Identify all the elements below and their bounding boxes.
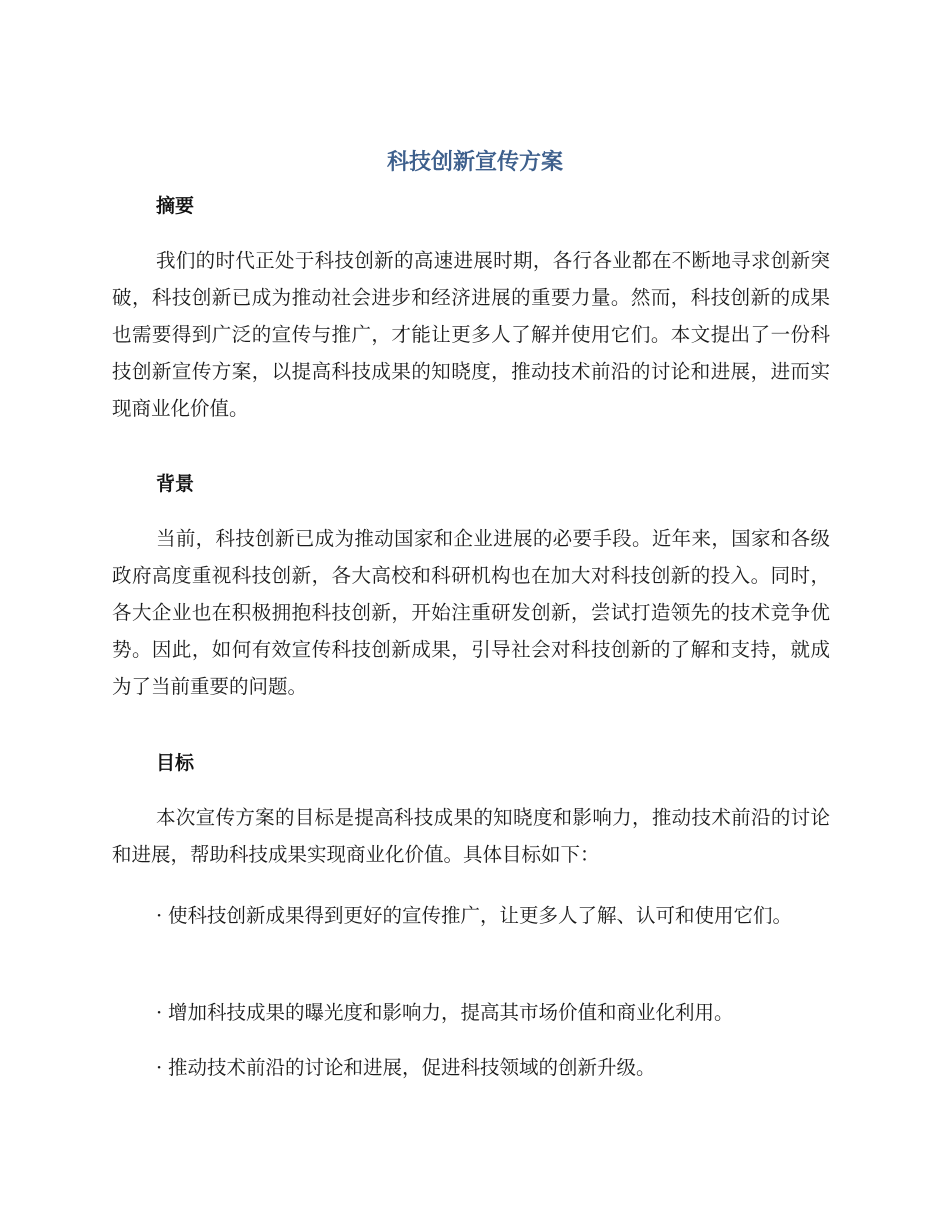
list-item [112, 994, 830, 1031]
goals-paragraph: 本次宣传方案的目标是提高科技成果的知晓度和影响力，推动技术前沿的讨论和进展，帮助科技成果实现商业化价值。具体目标如下： [112, 806, 830, 866]
bullet-marker: · [156, 1001, 163, 1024]
abstract-paragraph: 我们的时代正处于科技创新的高速进展时期，各行各业都在不断地寻求创新突破，科技创新已成为推动社会进步和经济进展的重要力量。然而，科技创新的成果也需要得到广泛的宣传与推广，才能让更多人了解并使用它们。本文提出了一份科技创新宣传方案，以提高科技成果的知晓度，推动技术前沿的讨论和进展，进而实现商业化价值。 [112, 249, 830, 420]
section-heading-goals: 目标 [156, 752, 195, 774]
list-item-text: 推动技术前沿的讨论和进展，促进科技领域的创新升级。 [168, 1056, 656, 1079]
list-item-text: 增加科技成果的曝光度和影响力，提高其市场价值和商业化利用。 [168, 1001, 734, 1024]
section-heading-abstract: 摘要 [156, 195, 195, 217]
section-heading-background: 背景 [156, 473, 195, 495]
list-item [112, 897, 830, 934]
bullet-marker: · [156, 904, 163, 927]
list-item-text: 使科技创新成果得到更好的宣传推广，让更多人了解、认可和使用它们。 [168, 904, 793, 927]
list-item [112, 1049, 830, 1086]
background-paragraph: 当前，科技创新已成为推动国家和企业进展的必要手段。近年来，国家和各级政府高度重视科技创新，各大高校和科研机构也在加大对科技创新的投入。同时，各大企业也在积极拥抱科技创新，开始注重研发创新，尝试打造领先的技术竞争优势。因此，如何有效宣传科技创新成果，引导社会对科技创新的了解和支持，就成为了当前重要的问题。 [112, 527, 830, 698]
document-title: 科技创新宣传方案 [386, 150, 563, 175]
bullet-marker: · [156, 1056, 163, 1079]
